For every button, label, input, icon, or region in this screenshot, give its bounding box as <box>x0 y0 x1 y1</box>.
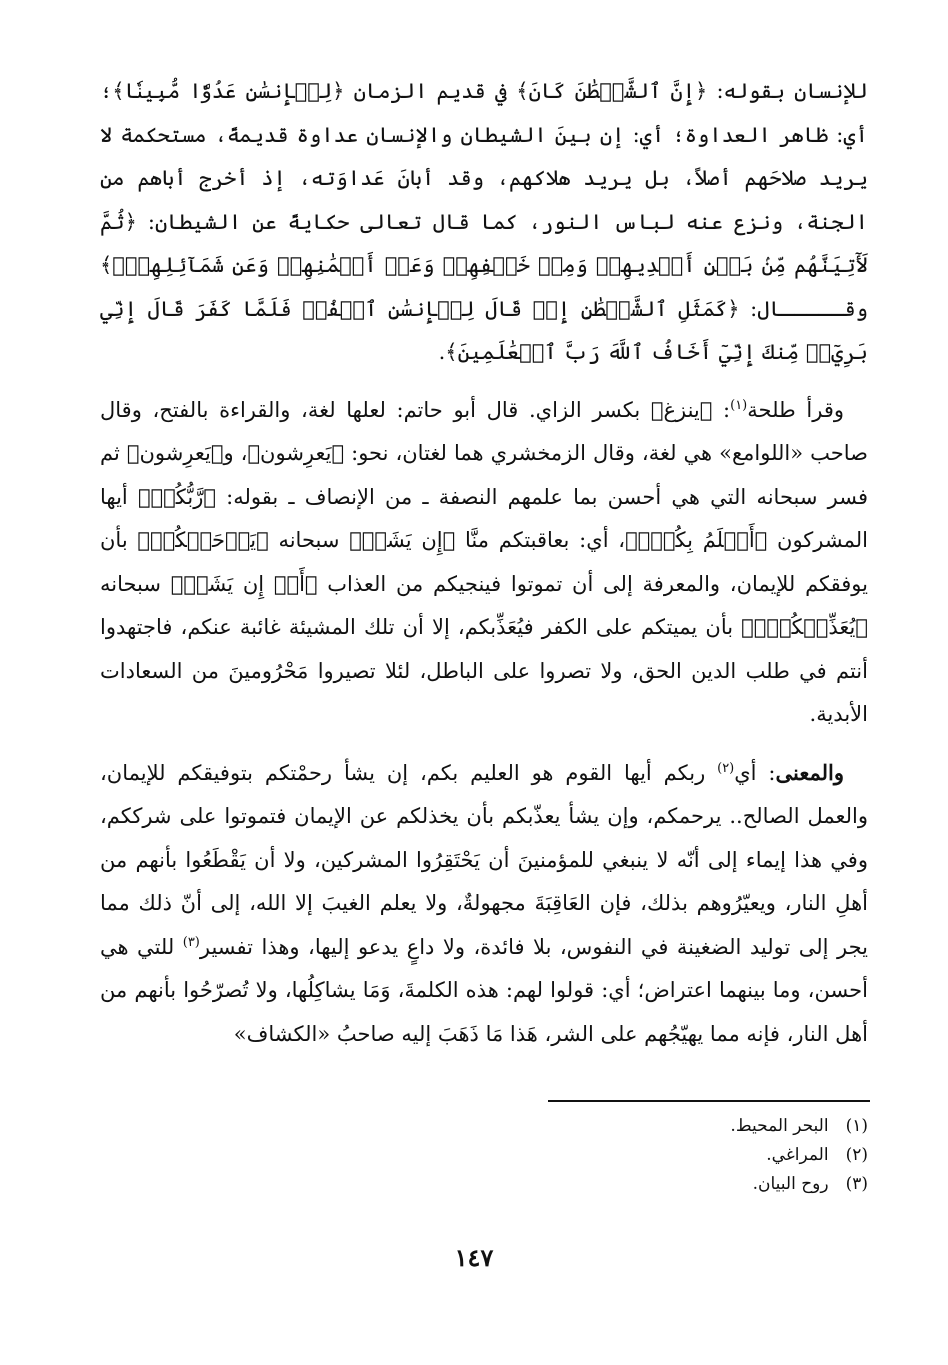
footnote-text: روح البيان. <box>752 1174 829 1194</box>
footnote-item <box>548 1170 868 1199</box>
footnote-ref-2: (٢) <box>717 760 735 776</box>
paragraph-2-text-rest: : ﴿ينزغ﴾ بكسر الزاي. قال أبو حاتم: لعلها لغة، والقراءة بالفتح، وقال صاحب «اللوامع» هي لغة، وقال الزمخشري هما لغتان، نحو: ﴿يَعرِشون﴾، و﴿يَعرِشون﴾ ثم فسر سبحانه التي هي أحسن بما علمهم النصفة ـ من الإنصاف ـ بقوله: ﴿رَّبُّكُمۡ﴾ أيها المشركون ﴿أَعۡلَمُ بِكُمۡۖ﴾، أي: بعاقبتكم منَّا ﴿إِن يَشَأۡ﴾ سبحانه ﴿يَرۡحَمۡكُمۡ﴾ بأن يوفقكم للإيمان، والمعرفة إلى أن تموتوا فينجيكم من العذاب ﴿أَوۡ إِن يَشَأۡ﴾ سبحانه ﴿يُعَذِّبۡكُمۡۚ﴾ بأن يميتكم على الكفر فيُعَذِّبكم، إلا أن تلك المشيئة غائبة عنكم، فاجتهدوا أنتم في طلب الدين الحق، ولا تصروا على الباطل، لئلا تصيروا مَحْرُومينَ من السعادات الأبدية. <box>100 397 868 726</box>
footnote-text: المراغي. <box>766 1145 829 1165</box>
paragraph-2 <box>100 389 868 737</box>
main-text-block <box>100 70 868 1056</box>
footnote-ref-3: (٣) <box>182 934 200 950</box>
paragraph-3-text-middle: ربكم أيها القوم هو العليم بكم، إن يشأ رحمْتكم بتوفيقكم للإيمان، والعمل الصالح.. يرحمكم، وإن يشأ يعذّبكم بأن يخذلكم عن الإيمان فتموتوا على شرككم، وفي هذا إيماء إلى أنّه لا ينبغي للمؤمنينَ أن يَحْتَقِرُوا المشركين، ولا أن يَقْطَعُوا بأنهم من أهلِ النار، ويعيّرُوهم بذلك، فإن العَاقِبَةَ مجهولةٌ، ولا يعلم الغيبَ إلا الله، إلى أنّ ذلك مما يجر إلى توليد الضغينة في النفوس، بلا فائدة، ولا داعٍ يدعو إليها، وهذا تفسير <box>100 760 868 959</box>
footnote-item <box>548 1141 868 1170</box>
footnote-item <box>548 1112 868 1141</box>
footnote-divider <box>548 1100 870 1102</box>
page-number: ١٤٧ <box>454 1243 494 1272</box>
paragraph-1-text: للإنسان بقوله: ﴿إِنَّ ٱلشَّيۡطَٰنَ كَانَ﴾ في قديم الزمان ﴿لِلۡإِنسَٰنِ عَدُوّٗا مُّبِينٗا﴾؛ أي: ظاهر العداوة؛ أي: إن بينَ الشيطان والإنسان عداوة قديمةً، مستحكمة لا يريد صلاحَهم أصلاً، بل يريد هلاكهم، وقد أبانَ عَداوَته، إذ أخرج أباهم من الجنة، ونزع عنه لباس النور، كما قال تعالى حكايةً عن الشيطان: ﴿ثُمَّ لَأٓتِيَنَّهُم مِّنۢ بَيۡنِ أَيۡدِيهِمۡ وَمِنۡ خَلۡفِهِمۡ وَعَنۡ أَيۡمَٰنِهِمۡ وَعَن شَمَآئِلِهِمۡۖ﴾ وقـــــال: ﴿كَمَثَلِ ٱلشَّيۡطَٰنِ إِذۡ قَالَ لِلۡإِنسَٰنِ ٱكۡفُرۡ فَلَمَّا كَفَرَ قَالَ إِنِّي بَرِيٓءٞ مِّنكَ إِنِّيٓ أَخَافُ ٱللَّهَ رَبَّ ٱلۡعَٰلَمِينَ﴾. <box>100 79 868 364</box>
footnote-number: (٣) <box>845 1174 868 1194</box>
footnote-text: البحر المحيط. <box>730 1116 829 1136</box>
paragraph-3 <box>100 751 868 1057</box>
paragraph-3-lead-word: والمعنى <box>775 759 844 785</box>
footnote-number: (١) <box>845 1116 868 1136</box>
footnotes-list <box>548 1112 868 1199</box>
footnote-ref-1: (١) <box>730 397 748 413</box>
paragraph-3-text-start: : أي <box>734 760 776 785</box>
footnote-number: (٢) <box>845 1145 868 1165</box>
paragraph-1 <box>100 70 868 375</box>
paragraph-3-text-end: للتي هي أحسن، وما بينهما اعتراض؛ أي: قولوا لهم: هذه الكلمةَ، وَمَا يشاكِلُها، ولا تُصرّحُوا بأنهم من أهل النار، فإنه مما يهيّجُهم على الشر، هَذا مَا ذَهَبَ إليه صاحبُ «الكشاف» <box>100 934 868 1046</box>
paragraph-2-text-start: وقرأ طلحة <box>747 397 844 422</box>
